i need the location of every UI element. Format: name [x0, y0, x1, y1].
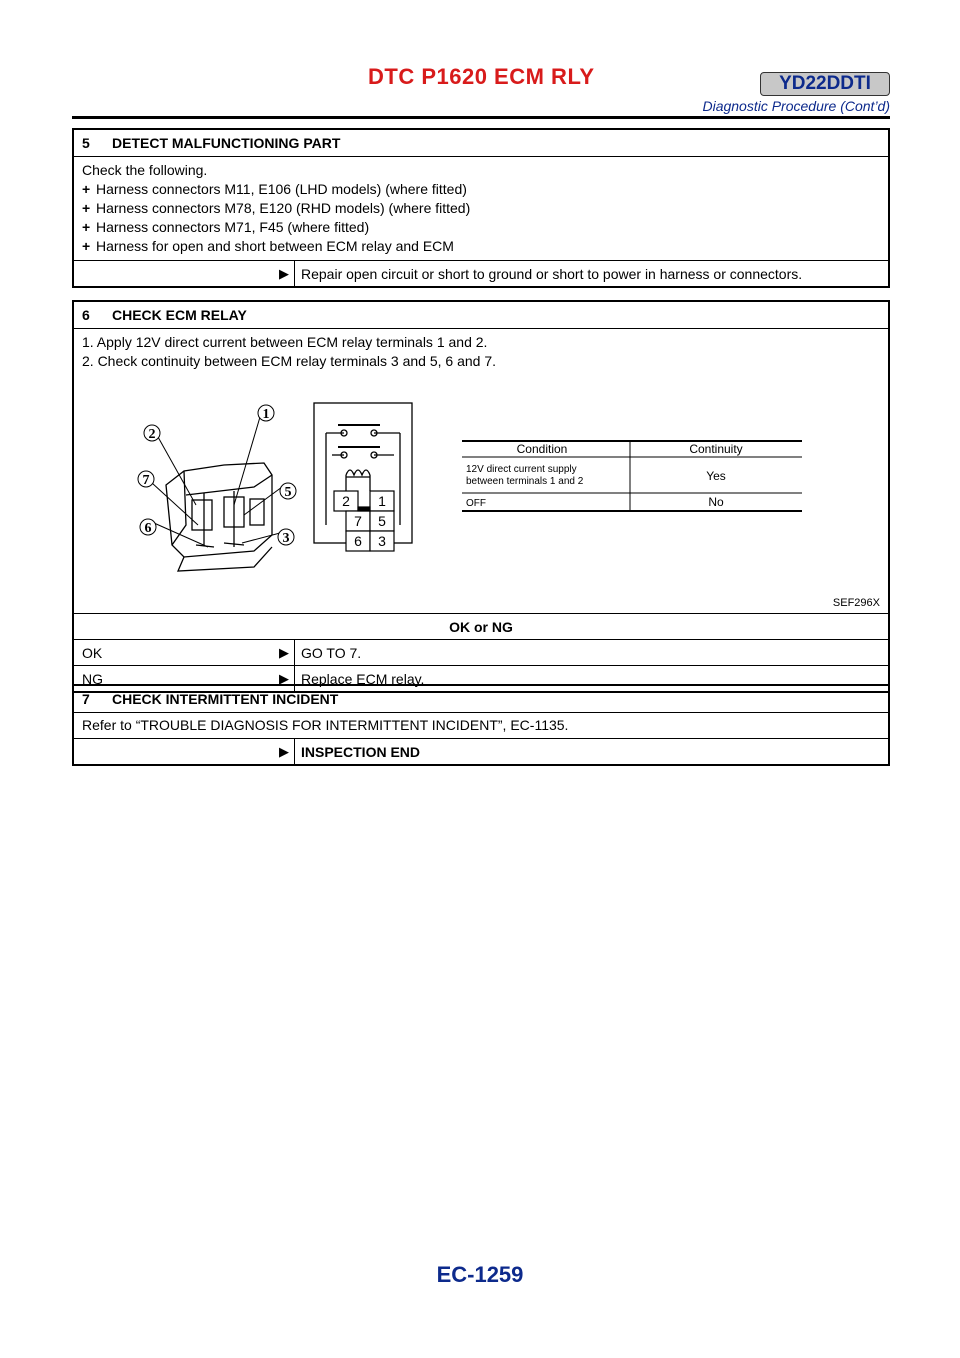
table-header-continuity: Continuity — [689, 442, 743, 456]
schematic-terminal-1: 1 — [378, 493, 386, 509]
step-7-reference: Refer to “TROUBLE DIAGNOSIS FOR INTERMITTENT INCIDENT”, EC-1135. — [82, 717, 569, 733]
step-7-result-row — [74, 738, 888, 764]
table-header-condition: Condition — [516, 442, 568, 456]
step-6-box — [72, 300, 890, 693]
arrow-right-icon: ▶ — [279, 266, 289, 281]
schematic-terminal-5: 5 — [378, 513, 386, 529]
callout-label-3: 3 — [282, 531, 290, 546]
callout-label-7: 7 — [142, 473, 150, 488]
schematic-terminal-6: 6 — [354, 533, 362, 549]
step-5-title: DETECT MALFUNCTIONING PART — [112, 135, 341, 151]
step-6-line-1: 1. Apply 12V direct current between ECM relay terminals 1 and 2. — [82, 334, 488, 350]
step-7-body — [74, 712, 888, 738]
list-item-text: Harness connectors M71, F45 (where fitted) — [96, 219, 370, 235]
callout-label-6: 6 — [144, 521, 152, 536]
step-6-number: 6 — [82, 307, 90, 323]
arrow-right-icon: ▶ — [279, 671, 289, 686]
ecm-relay-figure — [74, 375, 888, 613]
ok-or-ng-question: OK or NG — [449, 619, 513, 635]
arrow-right-icon: ▶ — [279, 645, 289, 660]
step-6-body — [74, 328, 888, 613]
step-6-result-ok — [74, 639, 888, 665]
table-cell-condition-2: OFF — [466, 498, 486, 509]
result-action: Repair open circuit or short to ground or short to power in harness or connectors. — [294, 261, 888, 286]
step-6-title: CHECK ECM RELAY — [112, 307, 247, 323]
callout-label-2: 2 — [148, 427, 156, 442]
list-item-text: Harness connectors M11, E106 (LHD models) (where fitted) — [96, 181, 467, 197]
table-cell-condition-1b: between terminals 1 and 2 — [466, 476, 584, 487]
schematic-terminal-3: 3 — [378, 533, 386, 549]
step-5-number: 5 — [82, 135, 90, 151]
step-5-title-row — [74, 130, 888, 156]
result-label: NG — [82, 671, 103, 687]
step-6-line-2: 2. Check continuity between ECM relay terminals 3 and 5, 6 and 7. — [82, 353, 496, 369]
list-item-text: Harness connectors M78, E120 (RHD models) (where fitted) — [96, 200, 471, 216]
bullet-mark: + — [82, 219, 91, 235]
page-number: EC-1259 — [436, 1262, 524, 1287]
schematic-terminal-2: 2 — [342, 493, 350, 509]
bullet-mark: + — [82, 200, 91, 216]
list-item-text: Harness for open and short between ECM relay and ECM — [96, 238, 454, 254]
list-item — [82, 237, 880, 256]
arrow-right-icon: ▶ — [279, 744, 289, 759]
step-5-intro: Check the following. — [82, 162, 208, 178]
list-item — [82, 218, 880, 237]
table-cell-condition-1a: 12V direct current supply — [466, 464, 577, 475]
callout-label-1: 1 — [262, 407, 270, 422]
result-action: INSPECTION END — [294, 739, 888, 764]
step-5-result-row — [74, 260, 888, 286]
step-7-box — [72, 684, 890, 766]
ok-or-ng-row — [74, 613, 888, 639]
figure-code: SEF296X — [832, 597, 880, 609]
engine-badge: YD22DDTI — [760, 72, 890, 96]
step-5-box — [72, 128, 890, 288]
header-rule — [72, 116, 890, 119]
step-7-title-row — [74, 686, 888, 712]
schematic-terminal-grid — [334, 491, 394, 551]
step-5-body — [74, 156, 888, 260]
bullet-mark: + — [82, 238, 91, 254]
step-6-title-row — [74, 302, 888, 328]
page-title: DTC P1620 ECM RLY — [368, 64, 595, 89]
result-action: GO TO 7. — [294, 640, 888, 665]
table-cell-continuity-1: Yes — [706, 469, 726, 483]
ecm-relay-diagram — [74, 375, 888, 613]
result-label — [74, 739, 274, 764]
callout-label-5: 5 — [284, 485, 292, 500]
result-label: OK — [82, 645, 103, 661]
bullet-mark: + — [82, 181, 91, 197]
step-7-title: CHECK INTERMITTENT INCIDENT — [112, 691, 339, 707]
step-7-number: 7 — [82, 691, 90, 707]
result-label — [74, 261, 274, 286]
result-action: Replace ECM relay. — [294, 666, 888, 691]
table-cell-continuity-2: No — [708, 495, 724, 509]
continuity-table — [462, 441, 802, 511]
list-item — [82, 199, 880, 218]
schematic-terminal-7: 7 — [354, 513, 362, 529]
page-subtitle: Diagnostic Procedure (Cont’d) — [702, 98, 890, 114]
list-item — [82, 180, 880, 199]
